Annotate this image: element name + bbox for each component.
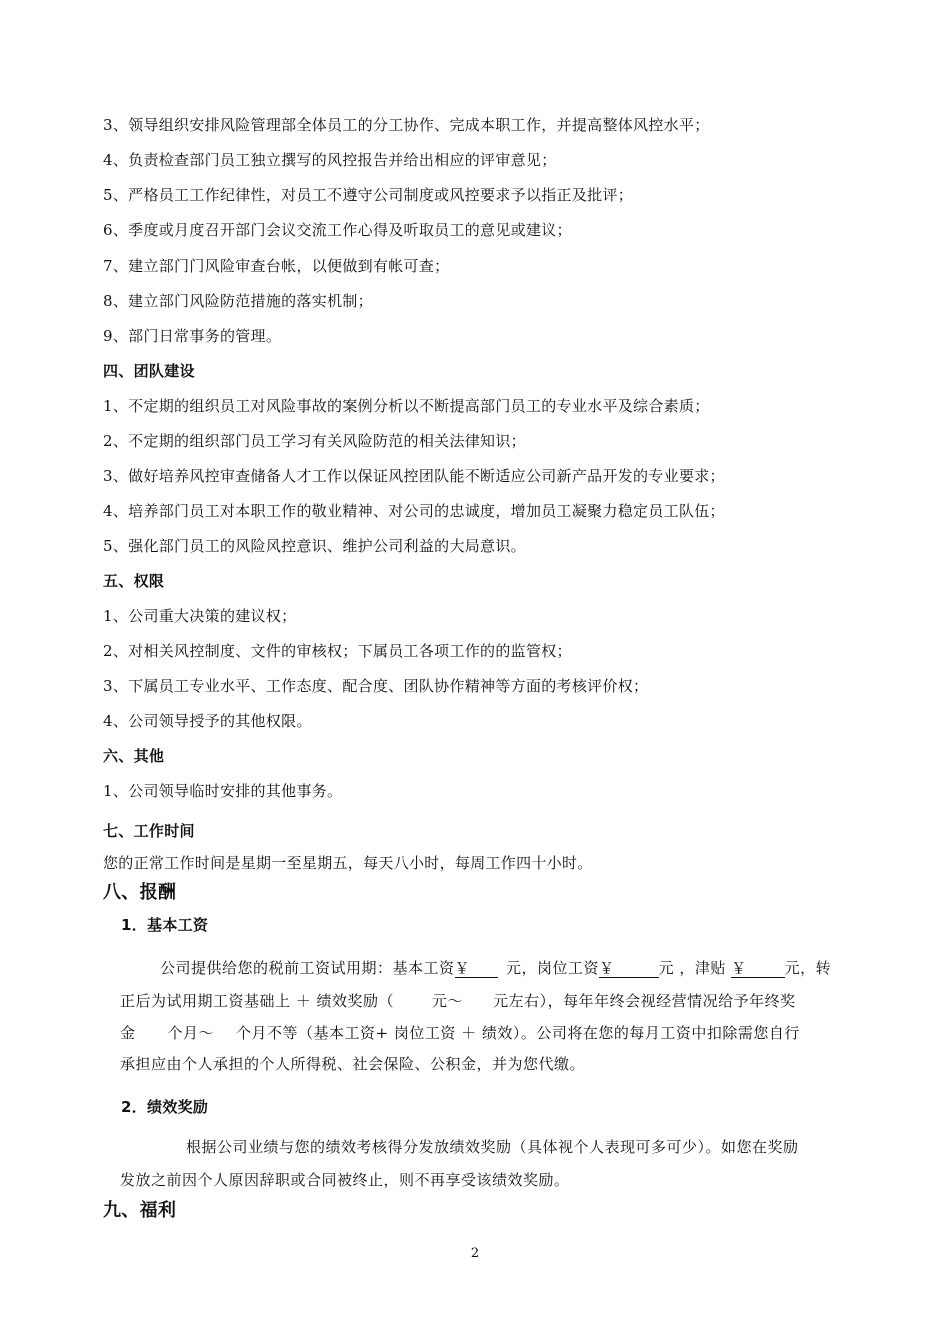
list-item: 3、领导组织安排风险管理部全体员工的分工协作、完成本职工作，并提高整体风控水平； [103, 116, 710, 134]
list-item: 8、建立部门风险防范措施的落实机制； [103, 292, 373, 310]
text-run: 元 ，津贴 [658, 959, 732, 977]
text-run: 元，转 [784, 959, 832, 977]
list-item: 2、不定期的组织部门员工学习有关风险防范的相关法律知识； [103, 432, 526, 450]
text-run: 元左右），每年年终会视经营情况给予年终奖 [493, 992, 796, 1010]
list-item: 9、部门日常事务的管理。 [103, 327, 282, 345]
text-run: ￥ [599, 959, 615, 977]
paragraph: 根据公司业绩与您的绩效考核得分发放绩效奖励（具体视个人表现可多可少）。如您在奖励 [186, 1138, 799, 1156]
section-heading: 八、报酬 [103, 882, 177, 903]
list-item: 3、下属员工专业水平、工作态度、配合度、团队协作精神等方面的考核评价权； [103, 677, 649, 695]
section-heading: 九、福利 [103, 1200, 177, 1221]
text-run: 金 [120, 1024, 136, 1042]
section-heading: 五、权限 [103, 572, 165, 590]
paragraph [160, 952, 831, 984]
section-heading: 四、团队建设 [103, 362, 195, 380]
subsection-heading: 1．基本工资 [121, 916, 209, 934]
list-item: 5、严格员工工作纪律性，对员工不遵守公司制度或风控要求予以指正及批评； [103, 186, 634, 204]
list-item: 1、公司重大决策的建议权； [103, 607, 297, 625]
list-item: 1、公司领导临时安排的其他事务。 [103, 782, 343, 800]
text-run: 正后为试用期工资基础上 ＋ 绩效奖励（ [120, 992, 395, 1010]
subsection-heading: 2．绩效奖励 [121, 1098, 209, 1116]
paragraph: 承担应由个人承担的个人所得税、社会保险、公积金，并为您代缴。 [120, 1055, 586, 1073]
list-item: 2、对相关风控制度、文件的审核权；下属员工各项工作的的监管权； [103, 642, 572, 660]
text-run: ￥ [731, 959, 747, 977]
list-item: 4、公司领导授予的其他权限。 [103, 712, 312, 730]
paragraph: 发放之前因个人原因辞职或合同被终止，则不再享受该绩效奖励。 [120, 1171, 570, 1189]
text-run: 元，岗位工资 [506, 959, 600, 977]
text-run: 公司提供给您的税前工资试用期：基本工资 [160, 959, 455, 977]
list-item: 4、负责检查部门员工独立撰写的风控报告并给出相应的评审意见； [103, 151, 557, 169]
blank-basic-salary [455, 959, 499, 978]
text-run: 个月不等（基本工资+ 岗位工资 ＋ 绩效）。公司将在您的每月工资中扣除需您自行 [236, 1024, 800, 1042]
list-item: 6、季度或月度召开部门会议交流工作心得及听取员工的意见或建议； [103, 221, 572, 239]
text-run: 个月～ [167, 1024, 215, 1042]
paragraph: 您的正常工作时间是星期一至星期五，每天八小时，每周工作四十小时。 [103, 854, 593, 872]
paragraph [120, 1017, 800, 1049]
blank-allowance [731, 959, 785, 978]
paragraph [120, 985, 796, 1017]
list-item: 7、建立部门门风险审查台帐，以便做到有帐可查； [103, 257, 450, 275]
list-item: 1、不定期的组织员工对风险事故的案例分析以不断提高部门员工的专业水平及综合素质； [103, 397, 710, 415]
section-heading: 六、其他 [103, 747, 165, 765]
list-item: 5、强化部门员工的风险风控意识、维护公司利益的大局意识。 [103, 537, 526, 555]
list-item: 3、做好培养风控审查储备人才工作以保证风控团队能不断适应公司新产品开发的专业要求； [103, 467, 725, 485]
text-run: 元～ [432, 992, 464, 1010]
page-number: 2 [470, 1246, 480, 1261]
list-item: 4、培养部门员工对本职工作的敬业精神、对公司的忠诚度，增加员工凝聚力稳定员工队伍； [103, 502, 725, 520]
text-run: ￥ [454, 959, 471, 977]
section-heading: 七、工作时间 [103, 822, 195, 840]
blank-position-salary [599, 959, 659, 978]
